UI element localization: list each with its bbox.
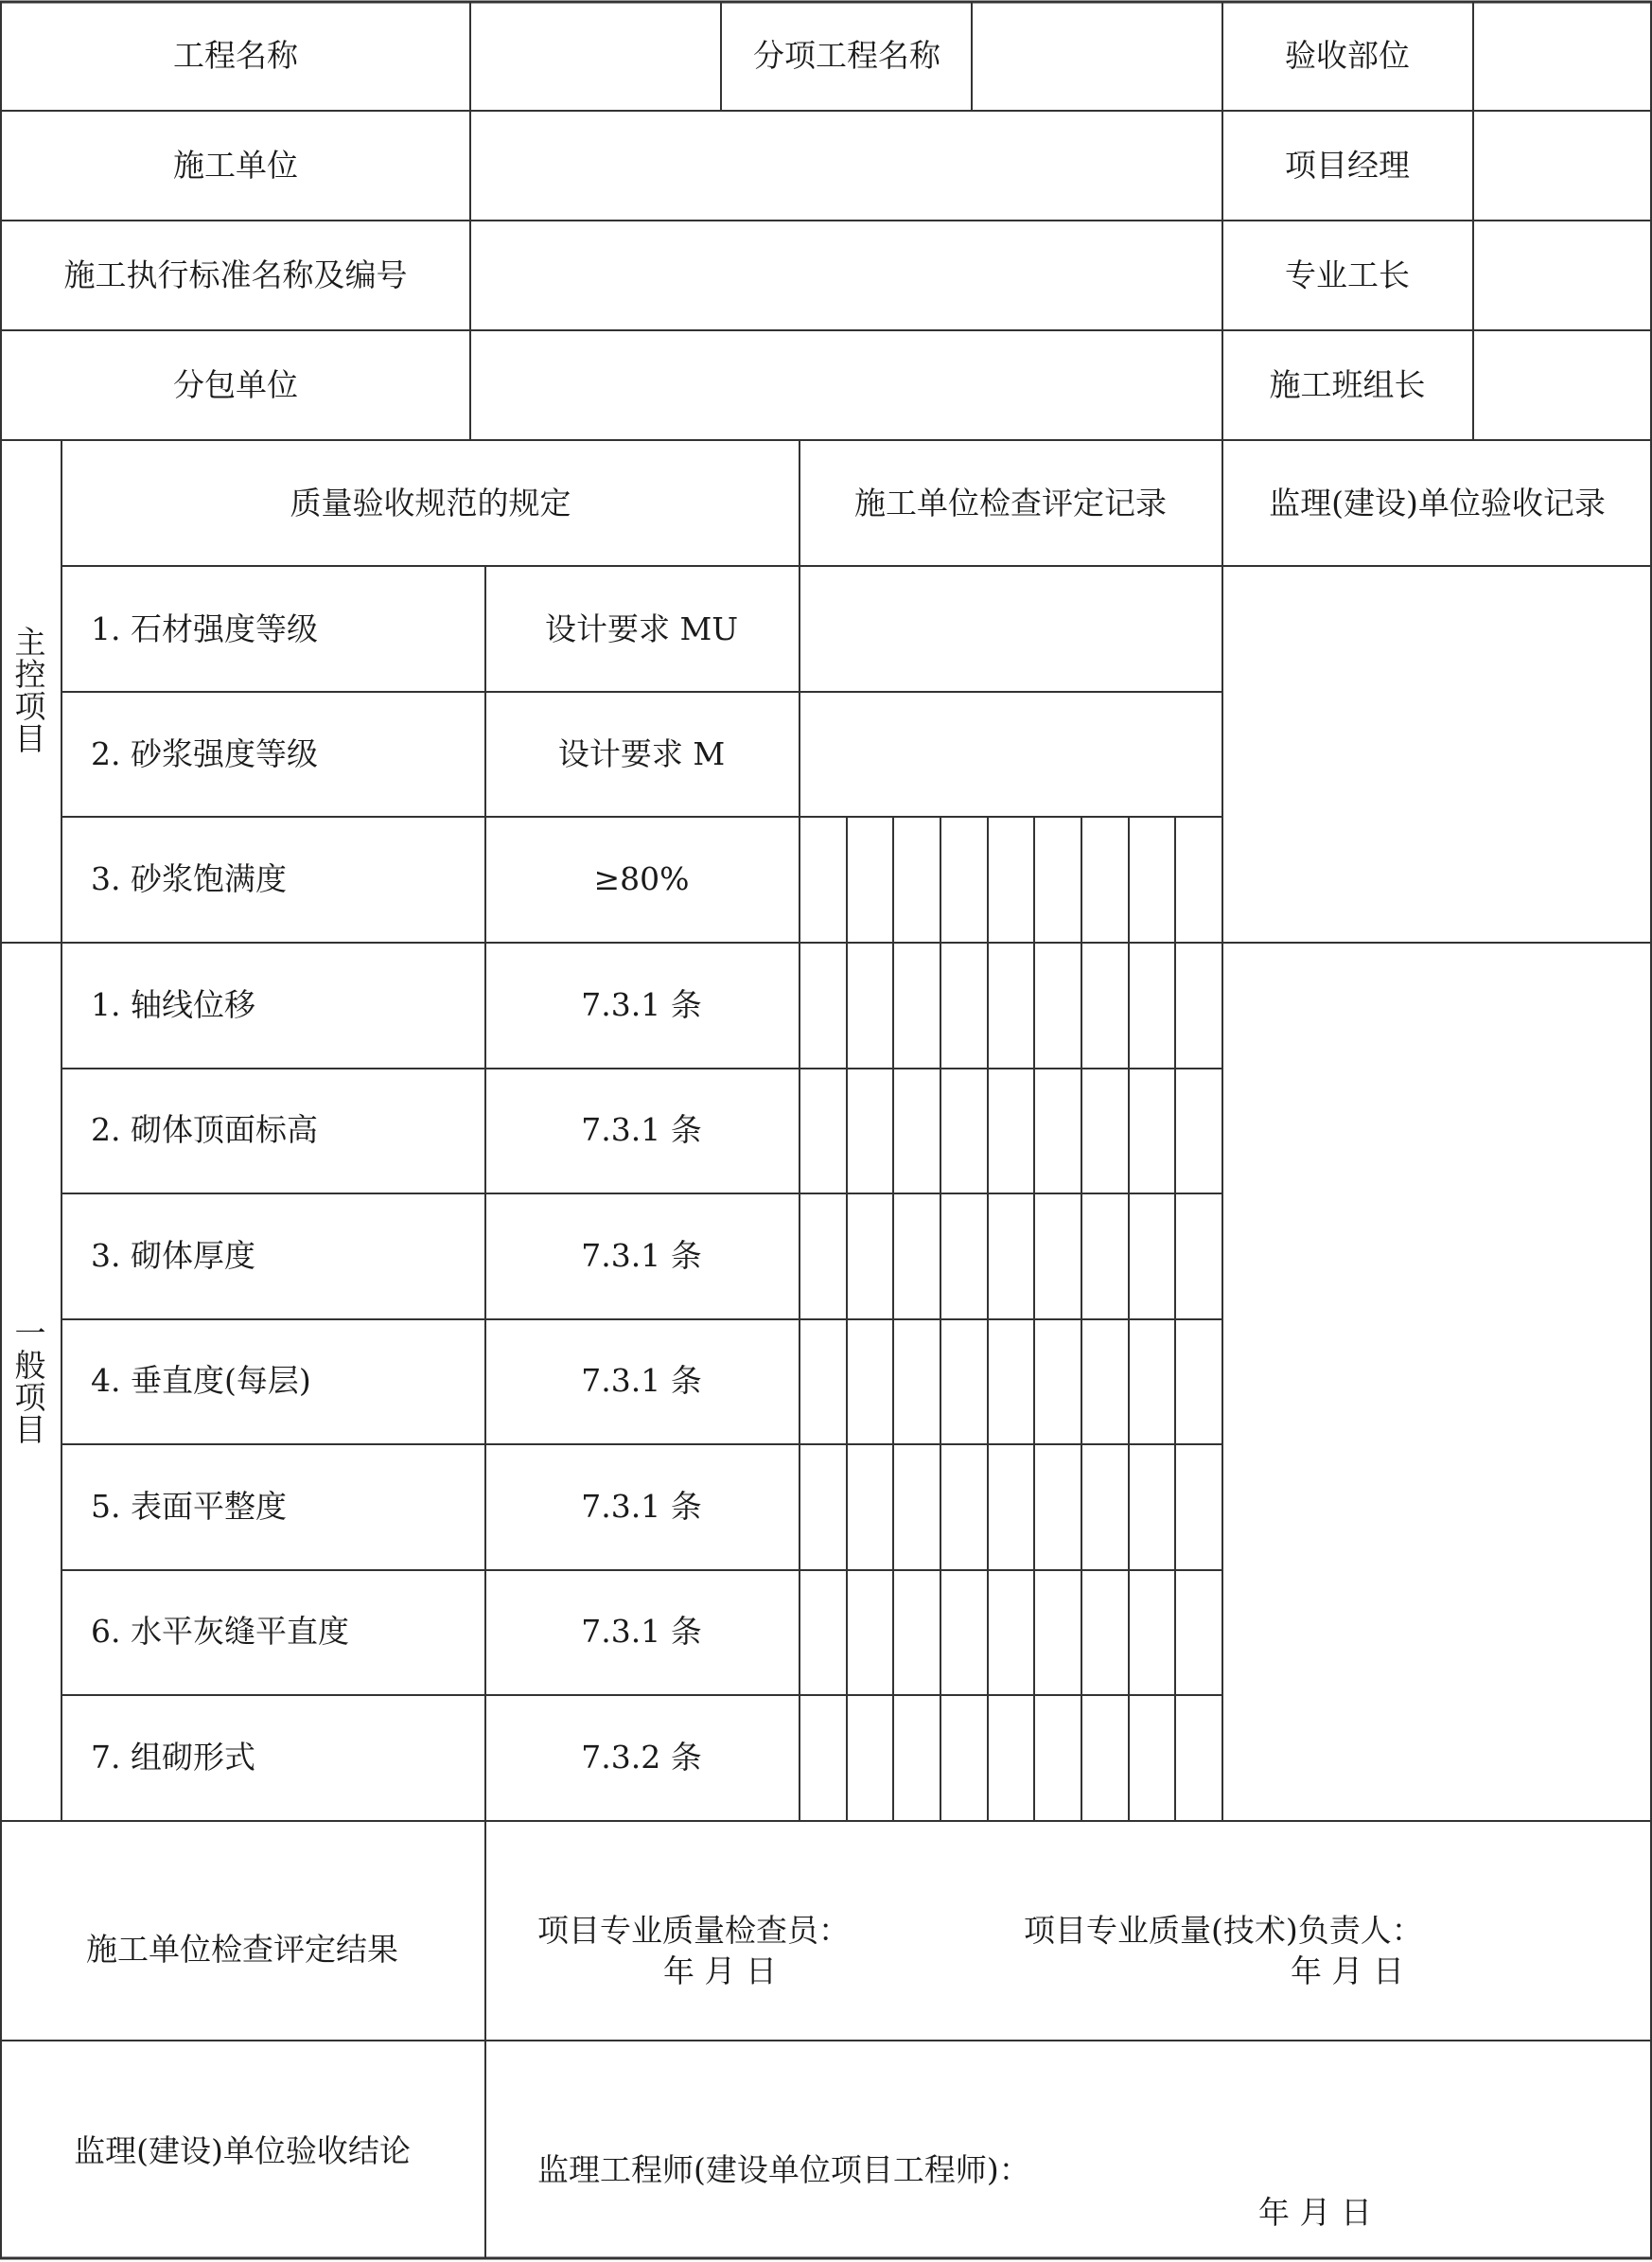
result-label: 施工单位检查评定结果 (86, 1931, 398, 1968)
team-leader-label: 施工班组长 (1269, 366, 1426, 403)
contractor-record-header: 施工单位检查评定记录 (854, 485, 1167, 521)
main-item-name: 1. 石材强度等级 (91, 610, 318, 647)
inspector-date: 年 月 日 (663, 1953, 777, 1989)
general-item-requirement: 7.3.1 条 (581, 986, 702, 1023)
main-item-requirement: ≥80% (593, 860, 690, 897)
standard-label: 施工执行标准名称及编号 (63, 256, 408, 293)
subcontractor-label: 分包单位 (173, 366, 298, 403)
responsible-date: 年 月 日 (1291, 1953, 1404, 1989)
general-item-name: 4. 垂直度(每层) (91, 1362, 311, 1399)
project-name-label: 工程名称 (173, 37, 298, 74)
main-items-section-label: 主控项目 (14, 624, 46, 757)
main-item-name: 3. 砂浆饱满度 (91, 860, 287, 897)
acceptance-part-label: 验收部位 (1285, 37, 1410, 74)
technical-responsible-label: 项目专业质量(技术)负责人： (1024, 1912, 1423, 1949)
main-item-requirement: 设计要求 MU (544, 610, 739, 647)
general-item-name: 2. 砌体顶面标高 (91, 1111, 318, 1148)
main-item-requirement: 设计要求 M (557, 735, 726, 772)
conclusion-label: 监理(建设)单位验收结论 (74, 2132, 411, 2169)
general-items-section-label: 一般项目 (14, 1315, 46, 1448)
project-manager-label: 项目经理 (1285, 147, 1410, 184)
general-item-requirement: 7.3.1 条 (581, 1613, 702, 1650)
construction-unit-label: 施工单位 (173, 147, 298, 184)
supervisor-record-header: 监理(建设)单位验收记录 (1269, 485, 1606, 521)
foreman-label: 专业工长 (1285, 256, 1410, 293)
quality-inspector-label: 项目专业质量检查员： (537, 1912, 850, 1949)
sub-project-label: 分项工程名称 (753, 37, 940, 74)
general-item-name: 7. 组砌形式 (91, 1739, 255, 1776)
main-item-name: 2. 砂浆强度等级 (91, 735, 318, 772)
general-item-requirement: 7.3.2 条 (581, 1739, 702, 1776)
general-item-name: 3. 砌体厚度 (91, 1237, 255, 1274)
general-item-requirement: 7.3.1 条 (581, 1237, 702, 1274)
general-item-requirement: 7.3.1 条 (581, 1488, 702, 1525)
spec-column-header: 质量验收规范的规定 (290, 485, 571, 521)
general-item-requirement: 7.3.1 条 (581, 1362, 702, 1399)
general-item-name: 1. 轴线位移 (91, 986, 255, 1023)
supervising-engineer-label: 监理工程师(建设单位项目工程师)： (537, 2151, 1030, 2188)
general-item-name: 5. 表面平整度 (91, 1488, 287, 1525)
conclusion-date: 年 月 日 (1258, 2194, 1372, 2231)
general-item-requirement: 7.3.1 条 (581, 1111, 702, 1148)
general-item-name: 6. 水平灰缝平直度 (91, 1613, 349, 1650)
